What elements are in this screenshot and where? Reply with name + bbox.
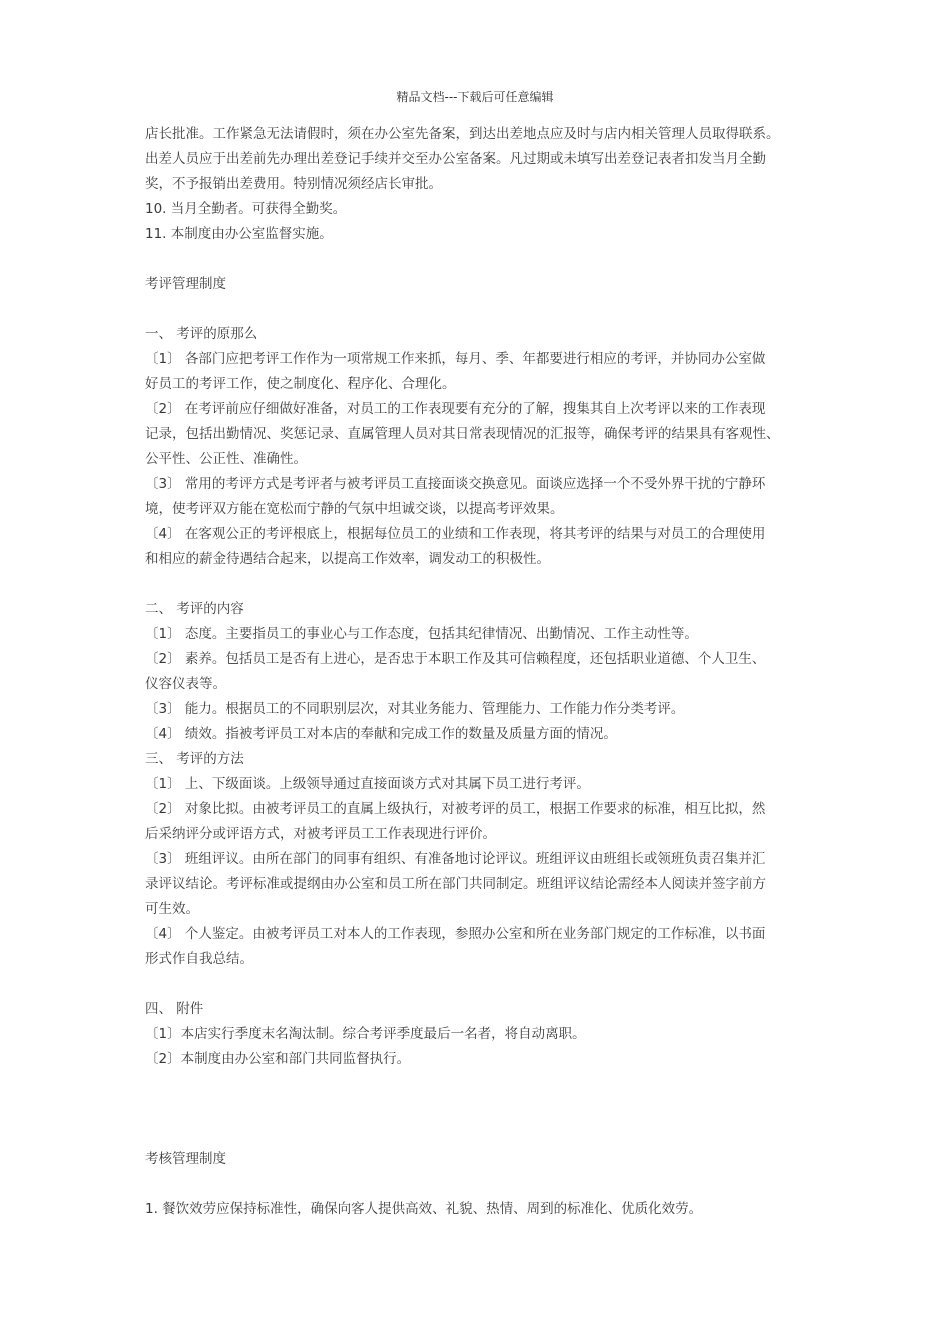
paragraph-line: 〔1〕本店实行季度末名淘汰制。综合考评季度最后一名者，将自动离职。 bbox=[145, 1026, 586, 1042]
section-title: 考核管理制度 bbox=[145, 1151, 226, 1167]
paragraph-line: 和相应的薪金待遇结合起来，以提高工作效率，调发动工的积极性。 bbox=[145, 551, 550, 567]
paragraph-line: 后采纳评分或评语方式，对被考评员工工作表现进行评价。 bbox=[145, 826, 496, 842]
paragraph-line: 〔3〕 班组评议。由所在部门的同事有组织、有准备地讨论评议。班组评议由班组长或领班负责召集并汇 bbox=[145, 851, 766, 867]
paragraph-line: 境，使考评双方能在宽松而宁静的气氛中坦诚交谈，以提高考评效果。 bbox=[145, 501, 564, 517]
paragraph-line: 1. 餐饮效劳应保持标准性，确保向客人提供高效、礼貌、热情、周到的标准化、优质化效劳。 bbox=[145, 1201, 703, 1217]
section-heading: 一、 考评的原那么 bbox=[145, 326, 258, 342]
paragraph-line: 11. 本制度由办公室监督实施。 bbox=[145, 226, 333, 242]
page-header: 精品文档---下载后可任意编辑 bbox=[396, 90, 554, 104]
paragraph-line: 好员工的考评工作，使之制度化、程序化、合理化。 bbox=[145, 376, 456, 392]
paragraph-line: 〔2〕 对象比拟。由被考评员工的直属上级执行，对被考评的员工，根据工作要求的标准，相互比拟，然 bbox=[145, 801, 766, 817]
paragraph-line: 出差人员应于出差前先办理出差登记手续并交至办公室备案。凡过期或未填写出差登记表者扣发当月全勤 bbox=[145, 151, 766, 167]
paragraph-line: 形式作自我总结。 bbox=[145, 951, 253, 967]
paragraph-line: 〔4〕 个人鉴定。由被考评员工对本人的工作表现，参照办公室和所在业务部门规定的工作标准，以书面 bbox=[145, 926, 766, 942]
paragraph-line: 录评议结论。考评标准或提纲由办公室和员工所在部门共同制定。班组评议结论需经本人阅读并签字前方 bbox=[145, 876, 766, 892]
paragraph-line: 〔2〕 素养。包括员工是否有上进心，是否忠于本职工作及其可信赖程度，还包括职业道德、个人卫生、 bbox=[145, 651, 766, 667]
paragraph-line: 10. 当月全勤者。可获得全勤奖。 bbox=[145, 201, 347, 217]
paragraph-line: 〔4〕 绩效。指被考评员工对本店的奉献和完成工作的数量及质量方面的情况。 bbox=[145, 726, 617, 742]
paragraph-line: 可生效。 bbox=[145, 901, 199, 917]
paragraph-line: 仪容仪表等。 bbox=[145, 676, 226, 692]
paragraph-line: 〔1〕 各部门应把考评工作作为一项常规工作来抓，每月、季、年都要进行相应的考评，并协同办公室做 bbox=[145, 351, 766, 367]
paragraph-line: 〔3〕 能力。根据员工的不同职别层次，对其业务能力、管理能力、工作能力作分类考评。 bbox=[145, 701, 685, 717]
section-heading: 四、 附件 bbox=[145, 1001, 204, 1017]
paragraph-line: 〔4〕 在客观公正的考评根底上，根据每位员工的业绩和工作表现，将其考评的结果与对员工的合理使用 bbox=[145, 526, 766, 542]
paragraph-line: 店长批准。工作紧急无法请假时，须在办公室先备案，到达出差地点应及时与店内相关管理人员取得联系。 bbox=[145, 126, 780, 142]
section-title: 考评管理制度 bbox=[145, 276, 226, 292]
section-heading: 二、 考评的内容 bbox=[145, 601, 244, 617]
paragraph-line: 〔2〕本制度由办公室和部门共同监督执行。 bbox=[145, 1051, 411, 1067]
paragraph-line: 〔2〕 在考评前应仔细做好准备，对员工的工作表现要有充分的了解，搜集其自上次考评以来的工作表现 bbox=[145, 401, 766, 417]
paragraph-line: 〔3〕 常用的考评方式是考评者与被考评员工直接面谈交换意见。面谈应选择一个不受外界干扰的宁静环 bbox=[145, 476, 766, 492]
paragraph-line: 公平性、公正性、准确性。 bbox=[145, 451, 307, 467]
paragraph-line: 记录，包括出勤情况、奖惩记录、直属管理人员对其日常表现情况的汇报等，确保考评的结果具有客观性、 bbox=[145, 426, 780, 442]
paragraph-line: 〔1〕 态度。主要指员工的事业心与工作态度，包括其纪律情况、出勤情况、工作主动性等。 bbox=[145, 626, 698, 642]
section-heading: 三、 考评的方法 bbox=[145, 751, 244, 767]
document-body bbox=[145, 122, 810, 1222]
paragraph-line: 奖，不予报销出差费用。特别情况须经店长审批。 bbox=[145, 176, 442, 192]
paragraph-line: 〔1〕 上、下级面谈。上级领导通过直接面谈方式对其属下员工进行考评。 bbox=[145, 776, 590, 792]
